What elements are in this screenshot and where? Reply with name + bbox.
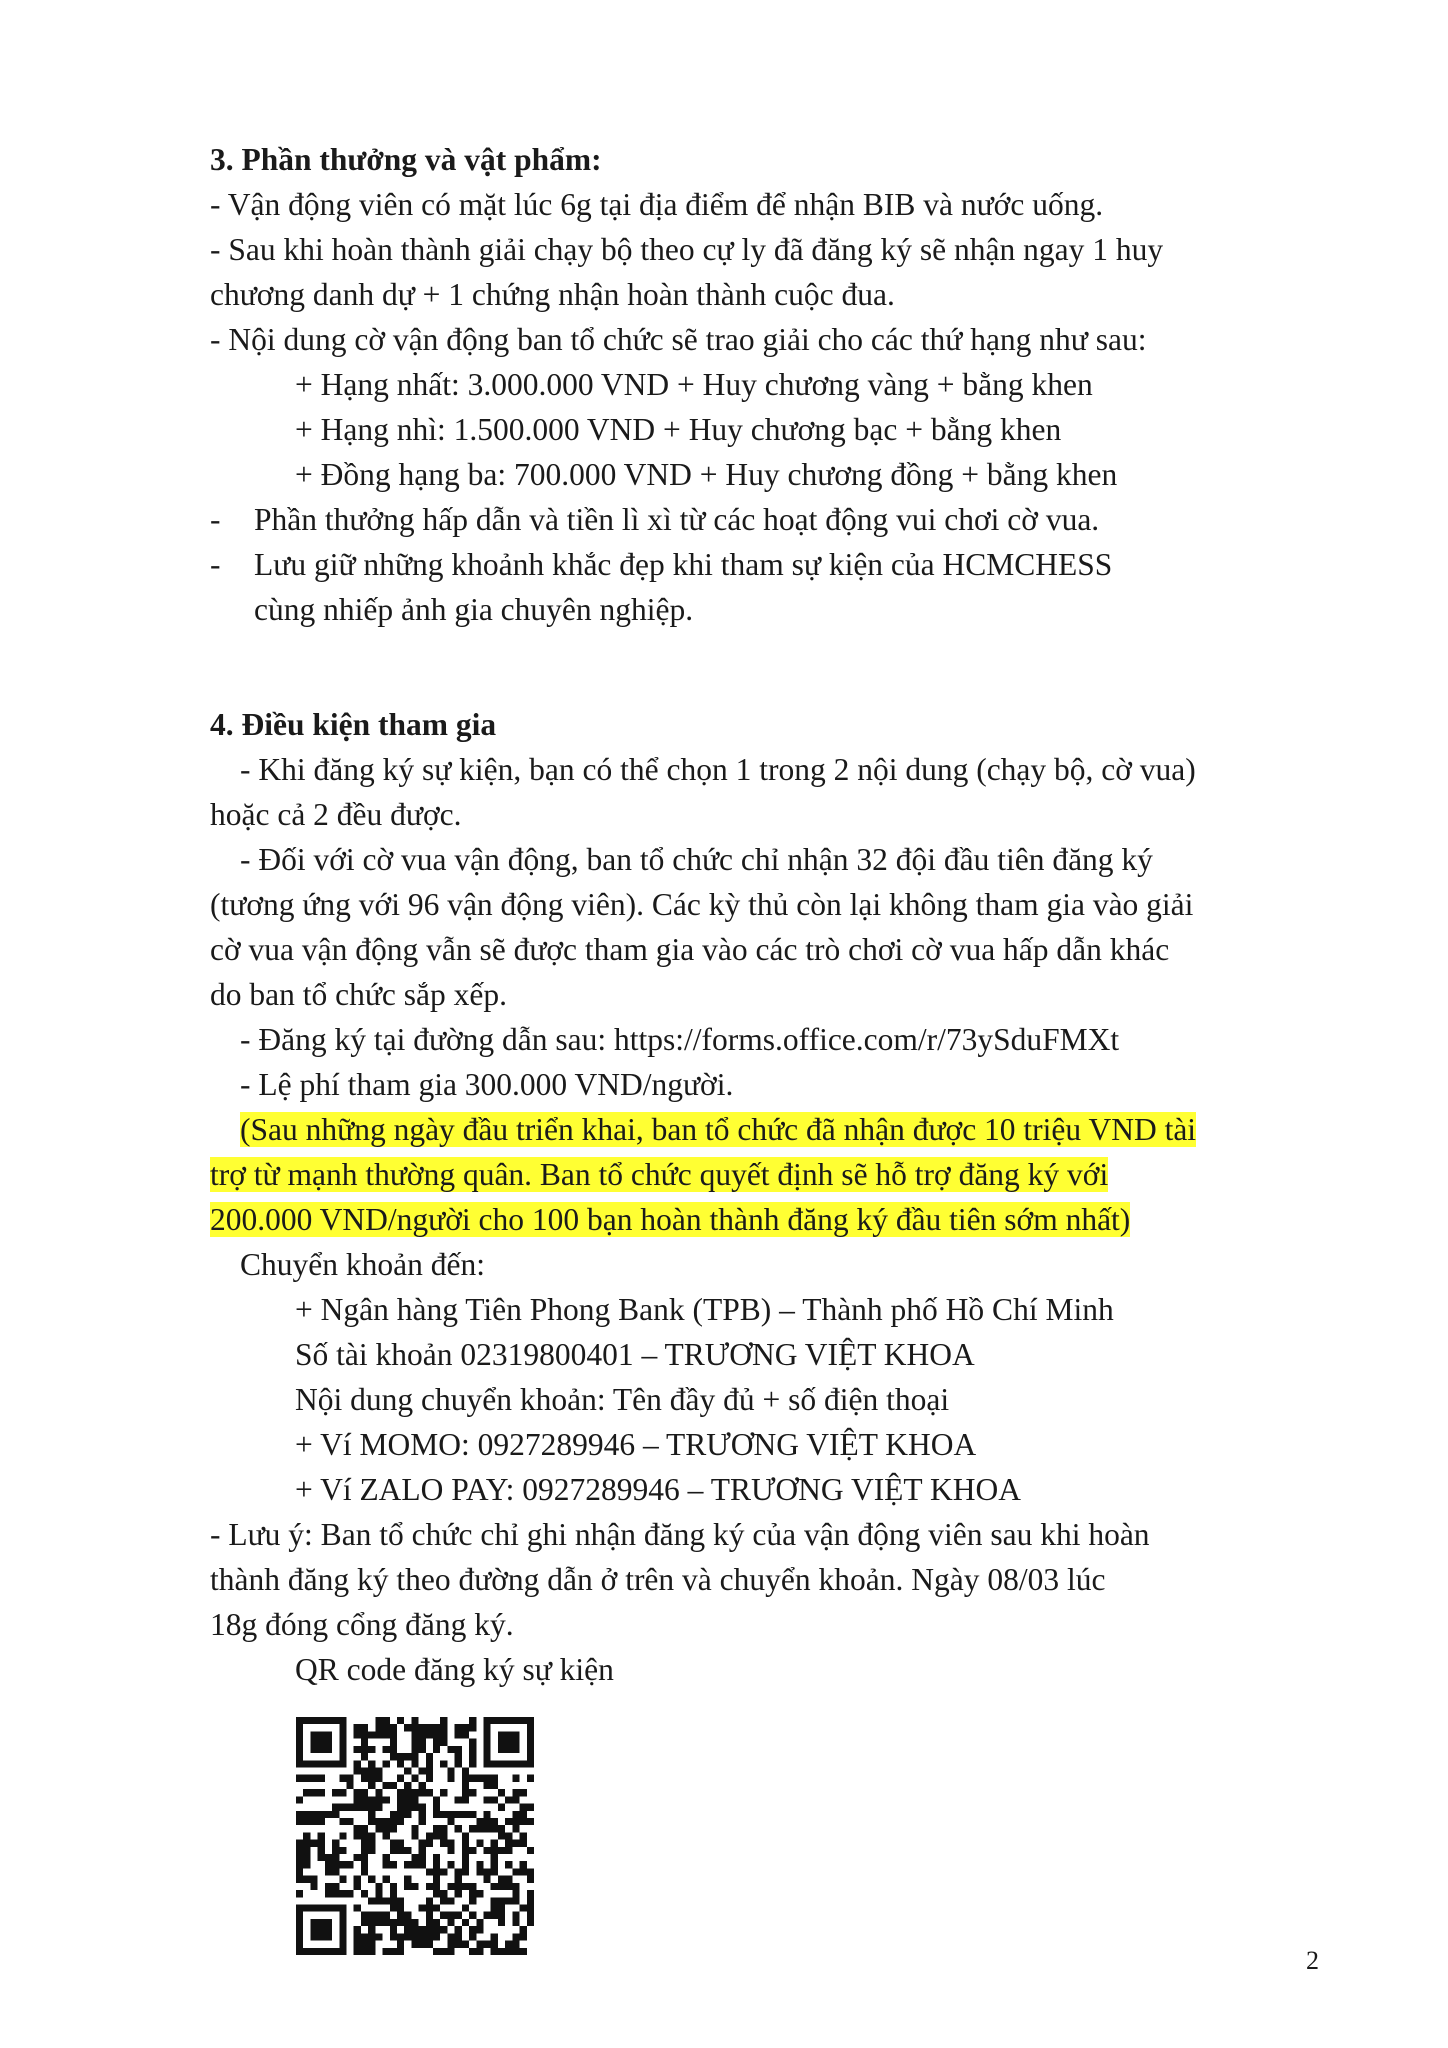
- qr-caption: QR code đăng ký sự kiện: [295, 1652, 614, 1687]
- prize-second: + Hạng nhì: 1.500.000 VND + Huy chương bạc + bằng khen: [295, 412, 1062, 447]
- section-3-line: chương danh dự + 1 chứng nhận hoàn thành cuộc đua.: [210, 277, 895, 312]
- prize-third: + Đồng hạng ba: 700.000 VND + Huy chương đồng + bằng khen: [295, 457, 1118, 492]
- bullet-text: cùng nhiếp ảnh gia chuyên nghiệp.: [254, 592, 694, 627]
- section-4-line: (tương ứng với 96 vận động viên). Các kỳ thủ còn lại không tham gia vào giải: [210, 887, 1194, 922]
- note-line: thành đăng ký theo đường dẫn ở trên và chuyển khoản. Ngày 08/03 lúc: [210, 1562, 1106, 1597]
- section-4-line: do ban tổ chức sắp xếp.: [210, 977, 507, 1012]
- highlight-line: [240, 1107, 1196, 1152]
- bullet-dash: -: [210, 547, 221, 582]
- qr-code-image[interactable]: [296, 1717, 534, 1955]
- section-4-heading: 4. Điều kiện tham gia: [210, 707, 497, 742]
- bullet-text: Phần thưởng hấp dẫn và tiền lì xì từ các hoạt động vui chơi cờ vua.: [254, 502, 1100, 537]
- fee-line: - Lệ phí tham gia 300.000 VND/người.: [240, 1067, 734, 1102]
- highlight-text: (Sau những ngày đầu triển khai, ban tổ chức đã nhận được 10 triệu VND tài: [240, 1112, 1197, 1147]
- transfer-line: + Ví MOMO: 0927289946 – TRƯƠNG VIỆT KHOA: [295, 1427, 977, 1462]
- section-4-line: - Đối với cờ vua vận động, ban tổ chức chỉ nhận 32 đội đầu tiên đăng ký: [240, 842, 1153, 877]
- page-number: 2: [1306, 1946, 1319, 1975]
- transfer-line: + Ngân hàng Tiên Phong Bank (TPB) – Thành phố Hồ Chí Minh: [295, 1292, 1114, 1327]
- section-3-heading: 3. Phần thưởng và vật phẩm:: [210, 142, 602, 177]
- transfer-line: Nội dung chuyển khoản: Tên đầy đủ + số điện thoại: [295, 1382, 950, 1417]
- note-line: 18g đóng cổng đăng ký.: [210, 1607, 514, 1642]
- section-3-line: - Nội dung cờ vận động ban tổ chức sẽ trao giải cho các thứ hạng như sau:: [210, 322, 1147, 357]
- section-4-line: - Khi đăng ký sự kiện, bạn có thể chọn 1 trong 2 nội dung (chạy bộ, cờ vua): [240, 752, 1196, 787]
- transfer-line: Số tài khoản 02319800401 – TRƯƠNG VIỆT KHOA: [295, 1337, 975, 1372]
- bullet-dash: -: [210, 502, 221, 537]
- qr-code-modules: [296, 1717, 534, 1955]
- highlight-line: [210, 1197, 1130, 1242]
- highlight-text: trợ từ mạnh thường quân. Ban tổ chức quyết định sẽ hỗ trợ đăng ký với: [210, 1157, 1109, 1192]
- section-4-line: hoặc cả 2 đều được.: [210, 797, 462, 832]
- note-line: - Lưu ý: Ban tổ chức chỉ ghi nhận đăng ký của vận động viên sau khi hoàn: [210, 1517, 1150, 1552]
- registration-link-line: - Đăng ký tại đường dẫn sau: https://forms.office.com/r/73ySduFMXt: [240, 1022, 1120, 1057]
- highlight-text: 200.000 VND/người cho 100 bạn hoàn thành đăng ký đầu tiên sớm nhất): [210, 1202, 1131, 1237]
- highlight-line: [210, 1152, 1108, 1197]
- prize-first: + Hạng nhất: 3.000.000 VND + Huy chương vàng + bằng khen: [295, 367, 1093, 402]
- transfer-title: Chuyển khoản đến:: [240, 1247, 485, 1282]
- section-3-line: - Vận động viên có mặt lúc 6g tại địa điểm để nhận BIB và nước uống.: [210, 187, 1104, 222]
- section-3-line: - Sau khi hoàn thành giải chạy bộ theo cự ly đã đăng ký sẽ nhận ngay 1 huy: [210, 232, 1164, 267]
- section-4-line: cờ vua vận động vẫn sẽ được tham gia vào các trò chơi cờ vua hấp dẫn khác: [210, 932, 1170, 967]
- transfer-line: + Ví ZALO PAY: 0927289946 – TRƯƠNG VIỆT KHOA: [295, 1472, 1021, 1507]
- bullet-text: Lưu giữ những khoảnh khắc đẹp khi tham sự kiện của HCMCHESS: [254, 547, 1113, 582]
